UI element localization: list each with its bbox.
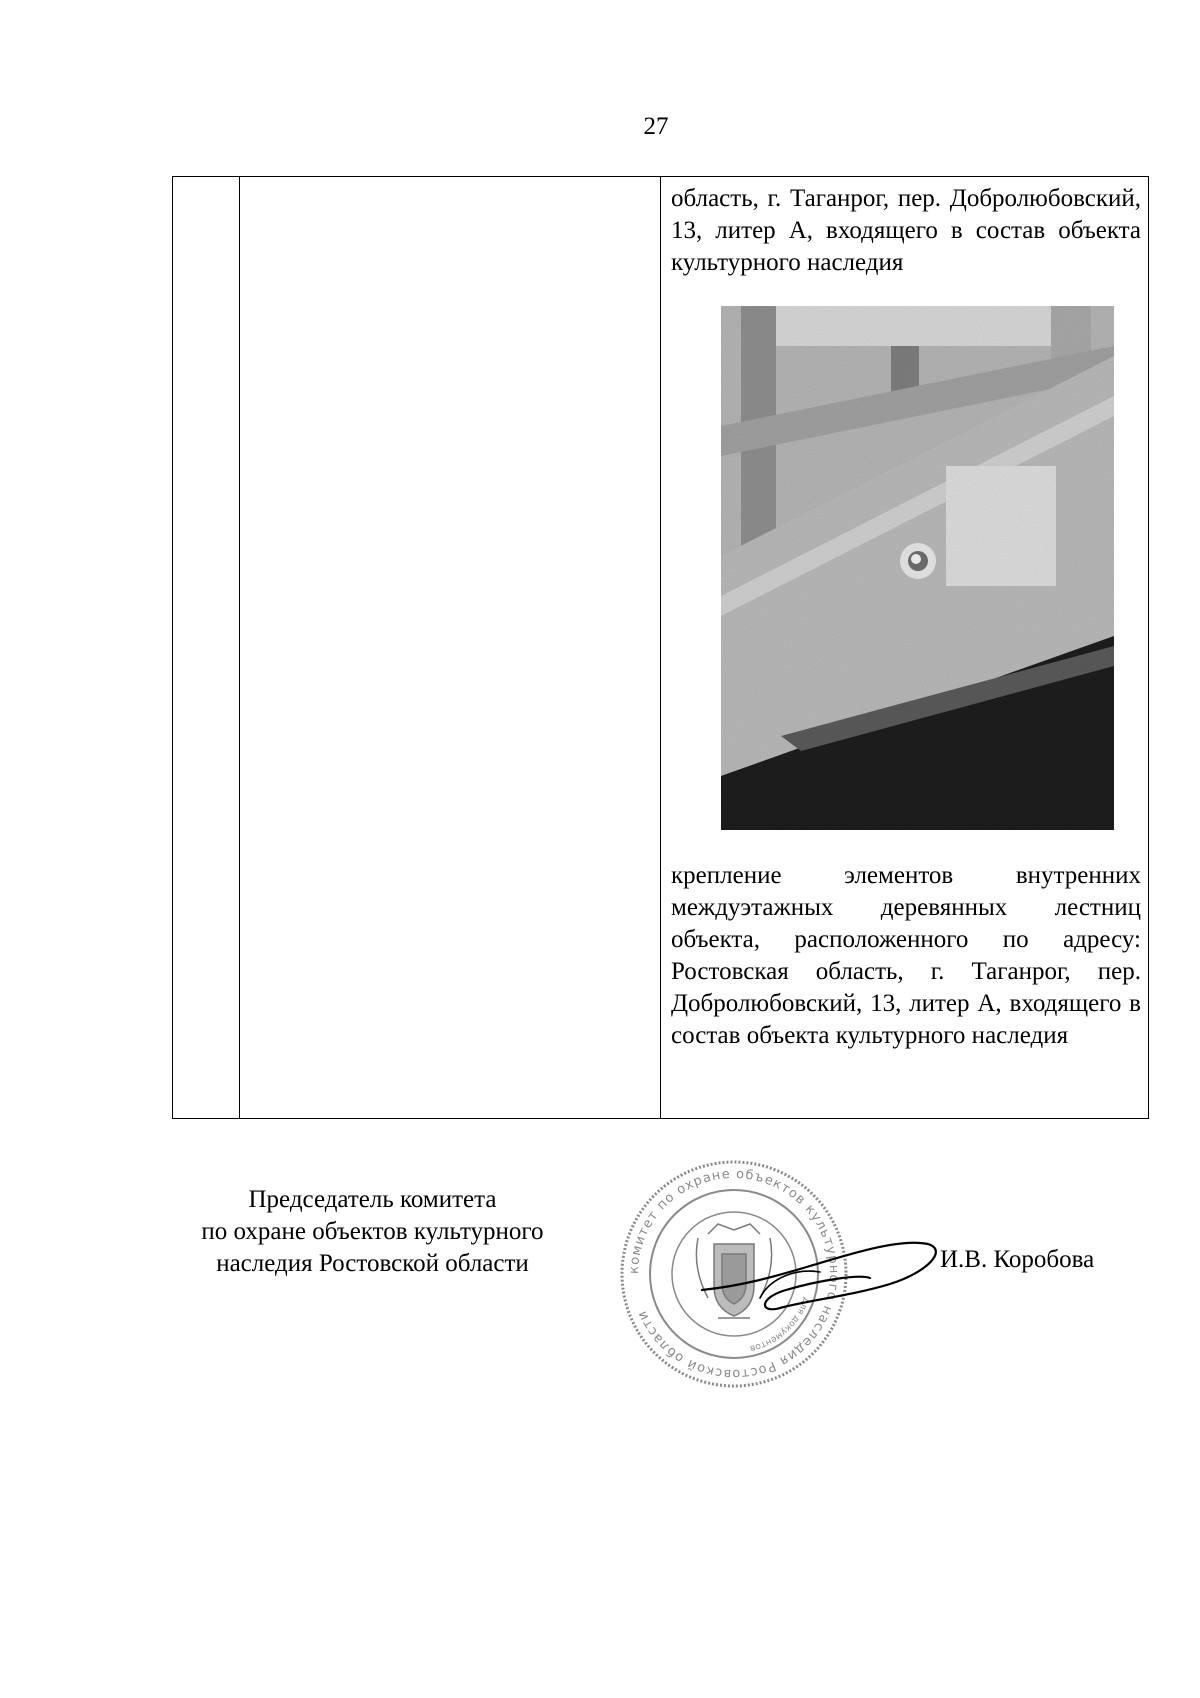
seal-outer-text: комитет по охране объектов культурного наследия Ростовской области (626, 1166, 842, 1382)
cell-top-text: область, г. Таганрог, пер. Добролюбовский, 13, литер А, входящего в состав объекта культурного наследия (671, 185, 1141, 276)
signatory-name: И.В. Коробова (940, 1246, 1095, 1273)
table-cell-description (661, 177, 1149, 1119)
table-cell-name (240, 177, 661, 1119)
stair-photo (721, 306, 1114, 830)
page-number: 27 (643, 113, 669, 140)
signatory-title-line: по охране объектов культурного (201, 1218, 544, 1245)
signatory-title (170, 1184, 575, 1280)
photo-caption: крепление элементов внутренних междуэтажных деревянных лестниц объекта, расположенного по адресу: Ростовская область, г. Таганрог, пер. Добролюбовский, 13, литер А, входящего в состав объекта культурного наследия (671, 862, 1141, 1049)
signatory-title-line: наследия Ростовской области (216, 1250, 529, 1277)
seal-inner-text: для документов (748, 1295, 812, 1354)
handwritten-signature (700, 1228, 940, 1328)
document-table (172, 176, 1149, 1119)
stair-photo-image (721, 306, 1114, 830)
table-row (173, 177, 1149, 1119)
table-cell-number (173, 177, 240, 1119)
signatory-title-line: Председатель комитета (248, 1186, 497, 1213)
